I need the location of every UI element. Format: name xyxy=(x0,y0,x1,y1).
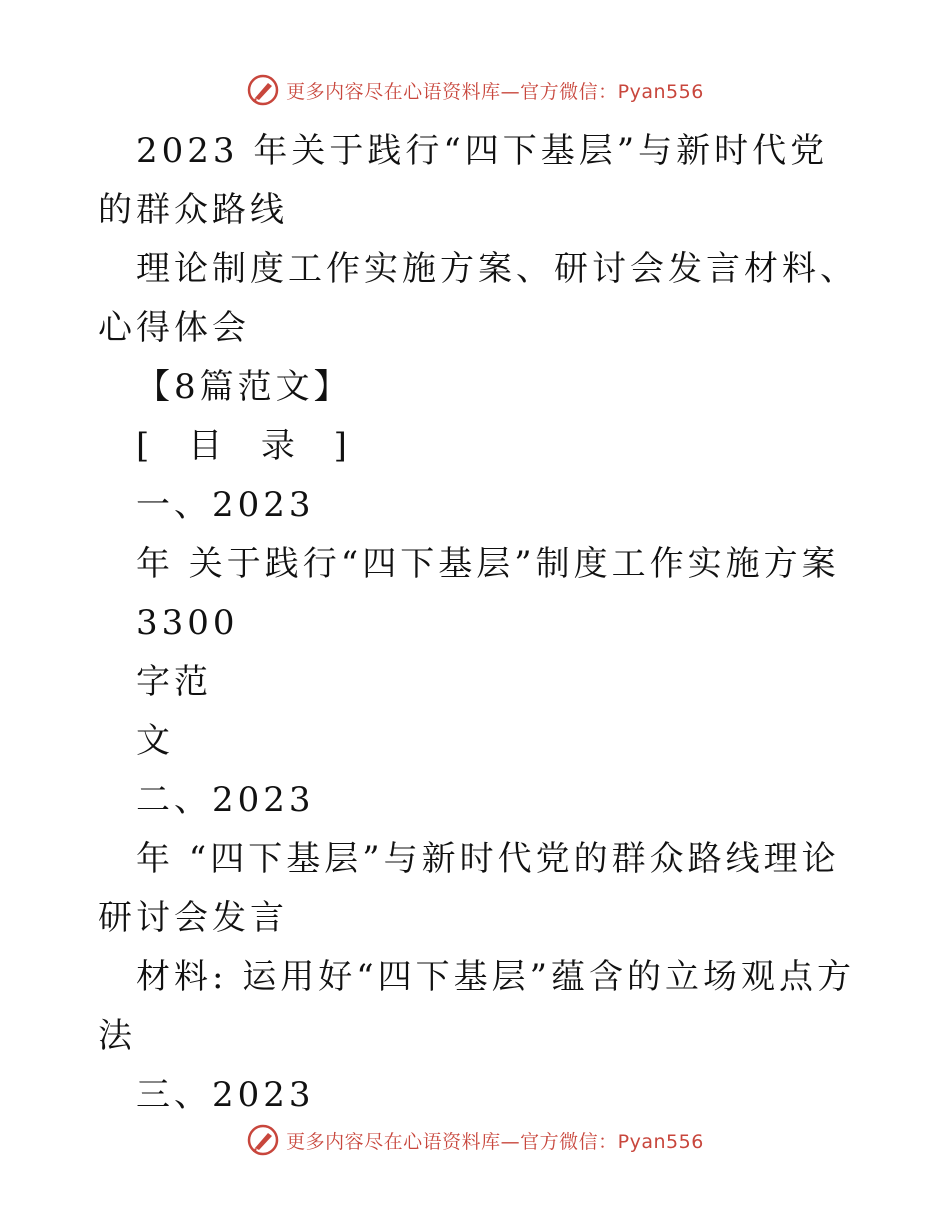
toc-item-2-number: 二、2023 xyxy=(136,780,315,820)
document-title-line-2: 理论制度工作实施方案、研讨会发言材料、心得体会 xyxy=(98,249,858,348)
toc-item-1-line: 3300 xyxy=(136,603,239,643)
toc-heading: [ 目 录 ] xyxy=(136,426,361,466)
toc-item-1-line: 字范 xyxy=(136,662,212,702)
toc-item-1-number: 一、2023 xyxy=(136,485,315,525)
toc-item-2-line: 年 “四下基层”与新时代党的群众路线理论研讨会发言 xyxy=(98,839,840,938)
toc-item-2-line: 材料: 运用好“四下基层”蕴含的立场观点方法 xyxy=(98,957,856,1056)
watermark-text: 更多内容尽在心语资料库—官方微信：Pyan556 xyxy=(286,80,704,103)
document-title-line-1: 2023 年关于践行“四下基层”与新时代党的群众路线 xyxy=(98,131,829,230)
toc-item-1-line: 年 关于践行“四下基层”制度工作实施方案 xyxy=(136,544,840,584)
watermark-text: 更多内容尽在心语资料库—官方微信：Pyan556 xyxy=(286,1130,704,1153)
toc-item-3-number: 三、2023 xyxy=(136,1075,315,1115)
document-body xyxy=(98,122,858,1125)
toc-item-1-line: 文 xyxy=(136,721,174,761)
pen-logo-icon xyxy=(246,1123,280,1157)
watermark-banner-top xyxy=(0,70,950,110)
pen-logo-icon xyxy=(246,73,280,107)
watermark-banner-bottom xyxy=(0,1120,950,1160)
article-count: 【8篇范文】 xyxy=(136,367,352,407)
